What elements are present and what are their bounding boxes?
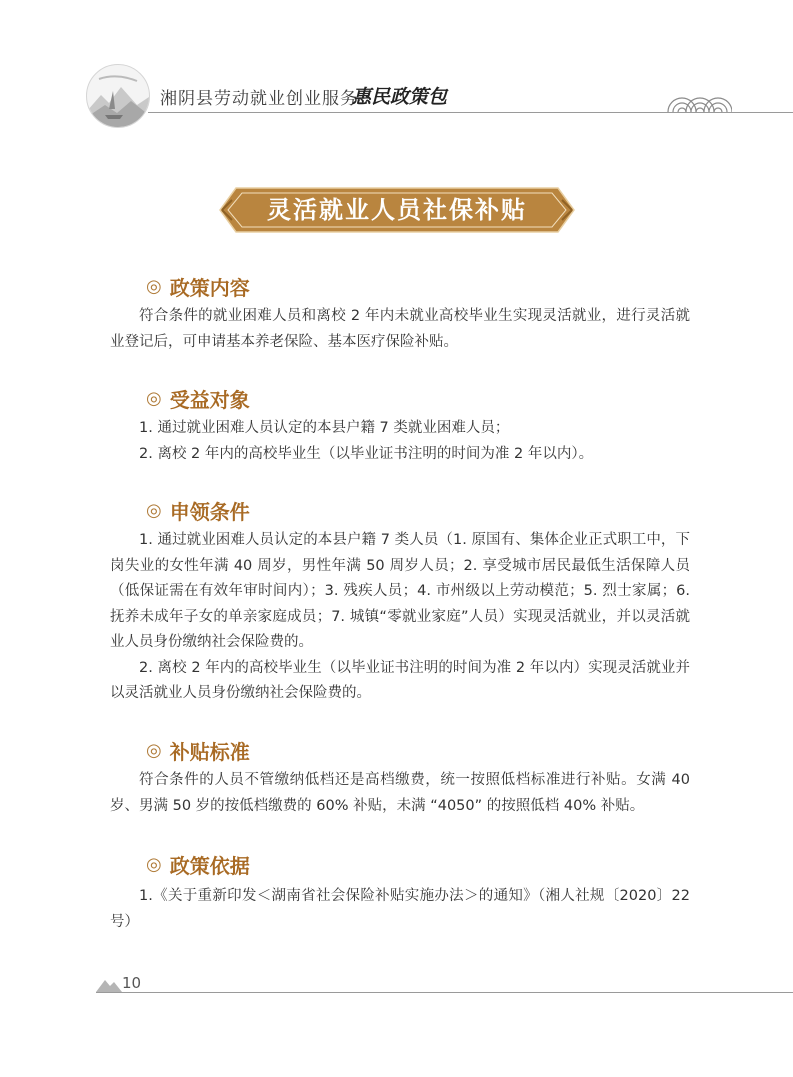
paragraph: 1. 通过就业困难人员认定的本县户籍 7 类人员（1. 原国有、集体企业正式职工中，下岗失业的女性年满 40 周岁，男性年满 50 周岁人员；2. 享受城市居民最低生活保障人员（低保证需在有效年审时间内）；3. 残疾人员；4. 市州级以上劳动模范；5. 烈士家属；6. 抚养未成年子女的单亲家庭成员；7. 城镇“零就业家庭”人员）实现灵活就业，并以灵活就业人员身份缴纳社会保险费的。	[110, 532, 690, 650]
section-body	[110, 416, 690, 467]
header-slogan: 惠民政策包	[352, 86, 448, 108]
section-title: 政策依据	[169, 853, 250, 878]
section-title: 政策内容	[169, 275, 250, 300]
paragraph: 2. 离校 2 年内的高校毕业生（以毕业证书注明的时间为准 2 年以内）。	[139, 445, 594, 462]
paragraph: 2. 离校 2 年内的高校毕业生（以毕业证书注明的时间为准 2 年以内）实现灵活就业并以灵活就业人员身份缴纳社会保险费的。	[110, 659, 690, 701]
paragraph: 符合条件的就业困难人员和离校 2 年内未就业高校毕业生实现灵活就业，进行灵活就业登记后，可申请基本养老保险、基本医疗保险补贴。	[110, 308, 690, 350]
section-title: 补贴标准	[169, 739, 250, 764]
section-body	[110, 768, 690, 819]
paragraph: 符合条件的人员不管缴纳低档还是高档缴费，统一按照低档标准进行补贴。女满 40 岁、男满 50 岁的按低档缴费的 60% 补贴，未满 “4050” 的按照低档 40% 补贴。	[110, 772, 690, 814]
page-footer	[0, 970, 793, 1010]
mountain-icon	[96, 976, 122, 992]
section-body	[110, 304, 690, 355]
section-marker-icon: ◎	[146, 739, 162, 761]
section-marker-icon: ◎	[146, 853, 162, 875]
section-title: 受益对象	[169, 387, 250, 412]
section-body	[110, 528, 690, 707]
footer-divider	[96, 992, 793, 993]
section-marker-icon: ◎	[146, 499, 162, 521]
section-subsidy-standard	[146, 736, 706, 764]
section-title: 申领条件	[169, 499, 250, 524]
landscape-emblem-icon	[86, 64, 150, 128]
page-header	[0, 0, 793, 130]
wave-pattern-icon	[664, 84, 732, 112]
banner-title: 灵活就业人员社保补贴	[267, 196, 527, 224]
paragraph: 1. 通过就业困难人员认定的本县户籍 7 类就业困难人员；	[139, 420, 510, 436]
section-beneficiaries	[146, 384, 706, 412]
header-title: 湘阴县劳动就业创业服务	[160, 89, 358, 109]
header-divider	[148, 112, 793, 113]
title-banner	[218, 186, 576, 234]
section-body	[110, 884, 690, 935]
section-application-conditions	[146, 496, 706, 524]
section-marker-icon: ◎	[146, 387, 162, 409]
section-marker-icon: ◎	[146, 275, 162, 297]
section-policy-content	[146, 272, 706, 300]
section-policy-basis	[146, 850, 706, 878]
page-number: 10	[122, 974, 142, 992]
paragraph: 1.《关于重新印发＜湖南省社会保险补贴实施办法＞的通知》（湘人社规〔2020〕22 号）	[110, 888, 690, 930]
